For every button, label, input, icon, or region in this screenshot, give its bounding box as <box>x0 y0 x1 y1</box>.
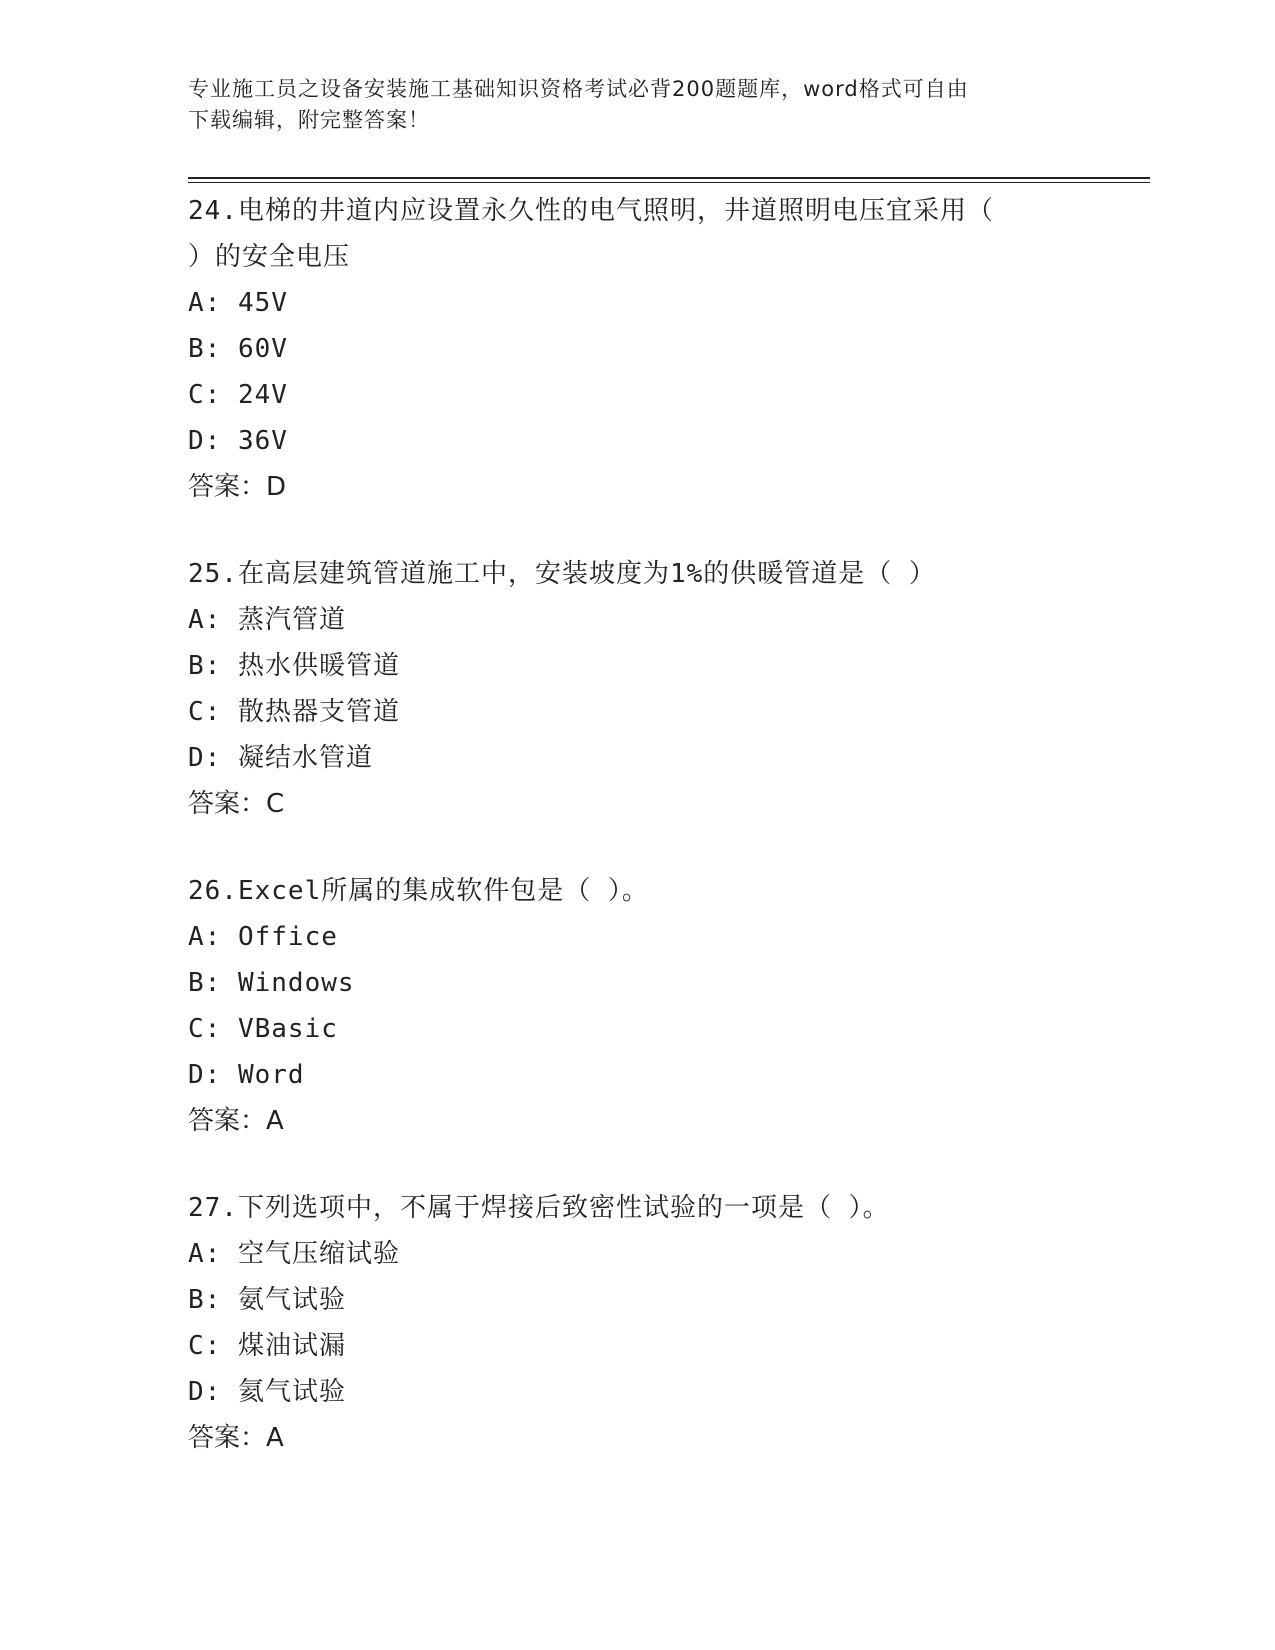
question-stem: 25.在高层建筑管道施工中，安装坡度为1%的供暖管道是（ ） <box>188 559 936 589</box>
question-stem: 27.下列选项中，不属于焊接后致密性试验的一项是（ ）。 <box>188 1193 890 1223</box>
header-line-2: 下载编辑，附完整答案！ <box>188 108 430 132</box>
question-24 <box>188 188 1088 510</box>
option-c: C: 煤油试漏 <box>188 1331 346 1361</box>
document-header <box>188 74 1068 136</box>
answer-line: 答案：A <box>188 1106 284 1136</box>
answer-line: 答案：C <box>188 789 285 819</box>
option-b: B: Windows <box>188 968 355 998</box>
question-26 <box>188 868 1088 1144</box>
option-d: D: 36V <box>188 426 288 456</box>
option-d: D: 凝结水管道 <box>188 743 373 773</box>
option-b: B: 60V <box>188 334 288 364</box>
option-c: C: VBasic <box>188 1014 338 1044</box>
option-b: B: 氨气试验 <box>188 1285 346 1315</box>
answer-line: 答案：A <box>188 1423 284 1453</box>
option-b: B: 热水供暖管道 <box>188 651 400 681</box>
option-a: A: 蒸汽管道 <box>188 605 346 635</box>
option-a: A: Office <box>188 922 338 952</box>
header-line-1: 专业施工员之设备安装施工基础知识资格考试必背200题题库，word格式可自由 <box>188 77 969 101</box>
option-a: A: 空气压缩试验 <box>188 1239 400 1269</box>
header-divider-thick <box>188 177 1150 179</box>
question-25 <box>188 551 1088 827</box>
option-a: A: 45V <box>188 288 288 318</box>
option-d: D: Word <box>188 1060 305 1090</box>
question-stem: 24.电梯的井道内应设置永久性的电气照明，井道照明电压宜采用（ <box>188 196 994 226</box>
option-d: D: 氦气试验 <box>188 1377 346 1407</box>
header-divider-thin <box>188 182 1150 183</box>
question-list <box>188 188 1088 1502</box>
option-c: C: 散热器支管道 <box>188 697 400 727</box>
question-stem-continued: ）的安全电压 <box>188 242 351 272</box>
question-27 <box>188 1185 1088 1461</box>
question-stem: 26.Excel所属的集成软件包是（ ）。 <box>188 876 649 906</box>
option-c: C: 24V <box>188 380 288 410</box>
answer-line: 答案：D <box>188 472 287 502</box>
